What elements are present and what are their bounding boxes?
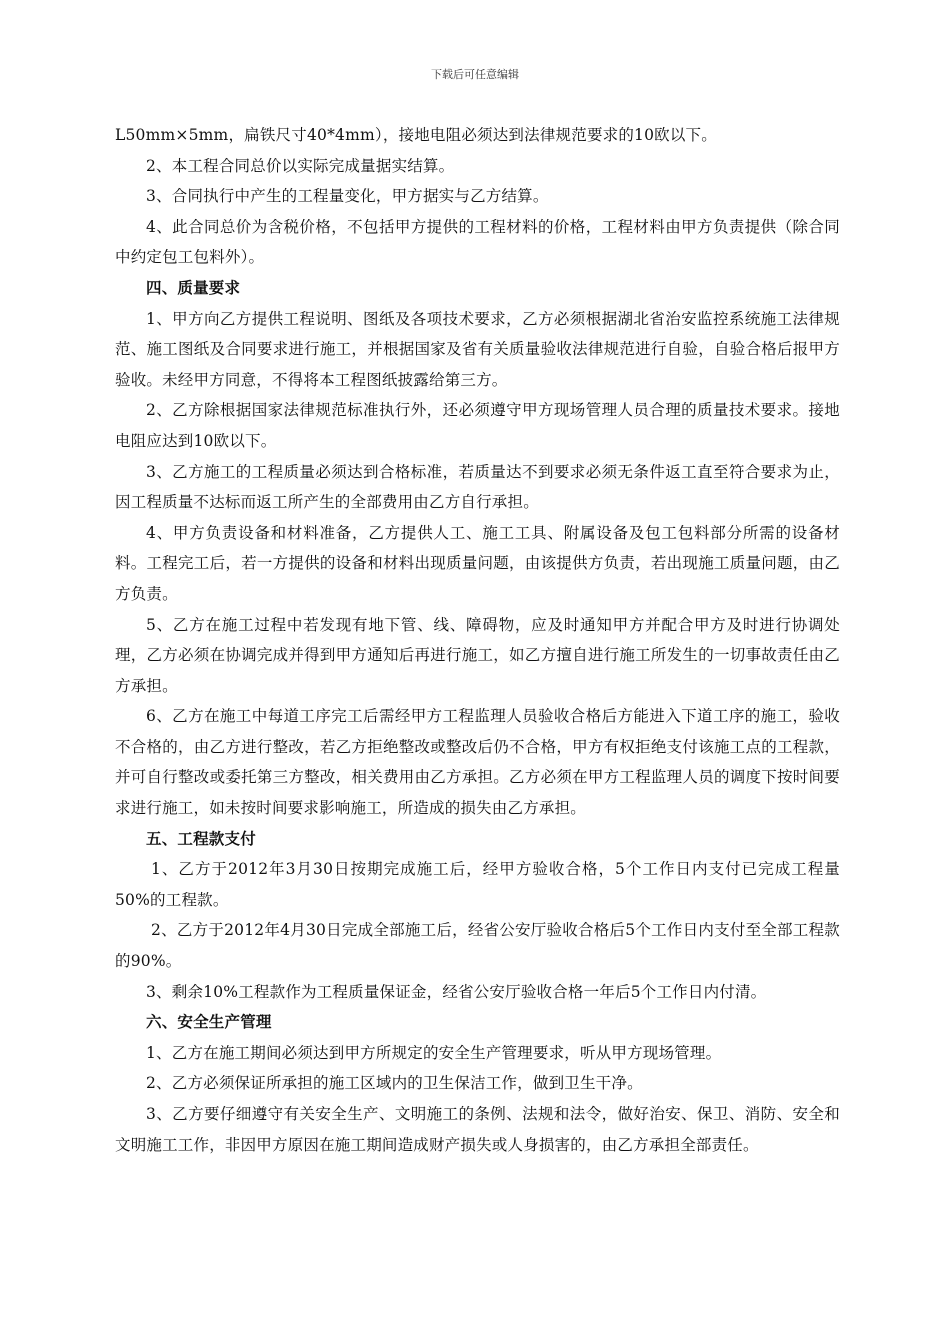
paragraph: 6、乙方在施工中每道工序完工后需经甲方工程监理人员验收合格后方能进入下道工序的施工，验收不合格的，由乙方进行整改，若乙方拒绝整改或整改后仍不合格，甲方有权拒绝支付该施工点的工程款，并可自行整改或委托第三方整改，相关费用由乙方承担。乙方必须在甲方工程监理人员的调度下按时间要求进行施工，如未按时间要求影响施工，所造成的损失由乙方承担。	[115, 707, 840, 818]
section-heading: 五、工程款支付	[146, 828, 256, 848]
paragraph: 1、甲方向乙方提供工程说明、图纸及各项技术要求，乙方必须根据湖北省治安监控系统施工法律规范、施工图纸及合同要求进行施工，并根据国家及省有关质量验收法律规范进行自验，自验合格后报甲方验收。未经甲方同意，不得将本工程图纸披露给第三方。	[115, 309, 840, 389]
section-heading: 四、质量要求	[146, 277, 241, 297]
paragraph: 3、乙方要仔细遵守有关安全生产、文明施工的条例、法规和法令，做好治安、保卫、消防、安全和文明施工工作，非因甲方原因在施工期间造成财产损失或人身损害的，由乙方承担全部责任。	[115, 1105, 840, 1154]
header-note: 下载后可任意编辑	[431, 68, 519, 81]
paragraph: 2、乙方于2012年4月30日完成全部施工后，经省公安厅验收合格后5个工作日内支付至全部工程款的90%。	[115, 921, 840, 971]
paragraph: 1、乙方于2012年3月30日按期完成施工后，经甲方验收合格，5个工作日内支付已完成工程量50%的工程款。	[115, 860, 840, 909]
document-body	[115, 120, 840, 1160]
paragraph: 2、本工程合同总价以实际完成量据实结算。	[146, 156, 455, 175]
paragraph: 3、剩余10%工程款作为工程质量保证金，经省公安厅验收合格一年后5个工作日内付清。	[146, 982, 767, 1001]
paragraph: 3、合同执行中产生的工程量变化，甲方据实与乙方结算。	[146, 187, 549, 206]
paragraph: 4、甲方负责设备和材料准备，乙方提供人工、施工工具、附属设备及包工包料部分所需的设备材料。工程完工后，若一方提供的设备和材料出现质量问题，由该提供方负责，若出现施工质量问题，由乙方负责。	[115, 523, 840, 603]
section-heading: 六、安全生产管理	[146, 1012, 272, 1032]
paragraph: 5、乙方在施工过程中若发现有地下管、线、障碍物，应及时通知甲方并配合甲方及时进行协调处理，乙方必须在协调完成并得到甲方通知后再进行施工，如乙方擅自进行施工所发生的一切事故责任由乙方承担。	[115, 615, 840, 695]
paragraph: 2、乙方除根据国家法律规范标准执行外，还必须遵守甲方现场管理人员合理的质量技术要求。接地电阻应达到10欧以下。	[115, 401, 840, 450]
paragraph: 1、乙方在施工期间必须达到甲方所规定的安全生产管理要求，听从甲方现场管理。	[146, 1043, 722, 1062]
paragraph: 3、乙方施工的工程质量必须达到合格标准，若质量达不到要求必须无条件返工直至符合要求为止，因工程质量不达标而返工所产生的全部费用由乙方自行承担。	[115, 462, 840, 512]
paragraph: 4、此合同总价为含税价格，不包括甲方提供的工程材料的价格，工程材料由甲方负责提供（除合同中约定包工包料外）。	[115, 217, 840, 267]
paragraph: 2、乙方必须保证所承担的施工区域内的卫生保洁工作，做到卫生干净。	[146, 1074, 643, 1093]
paragraph: L50mm×5mm，扁铁尺寸40*4mm），接地电阻必须达到法律规范要求的10欧以下。	[115, 126, 717, 144]
